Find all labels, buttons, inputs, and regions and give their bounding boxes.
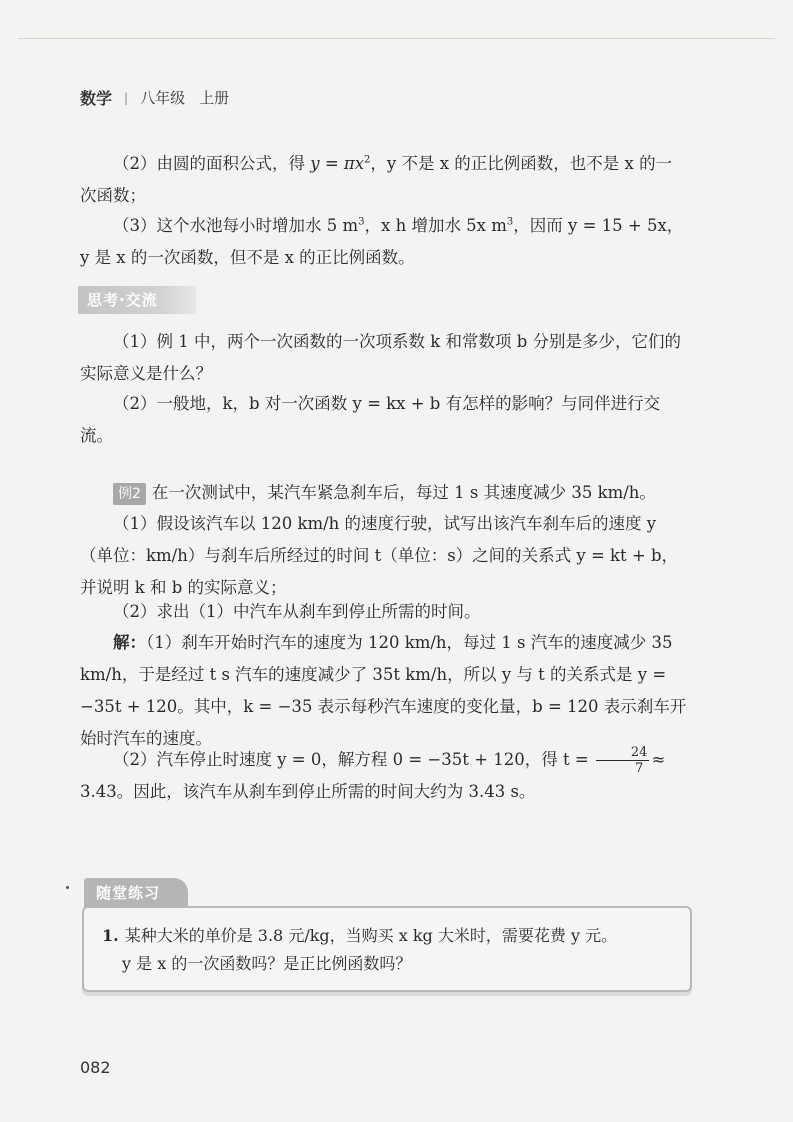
practice-tag: 随堂练习 — [84, 878, 188, 908]
fraction-24-over-7: $\frac{24}{7}$ — [596, 745, 650, 776]
header-volume: 上册 — [199, 89, 230, 107]
example-2-solution-1: 解：（1）刹车开始时汽车的速度为 120 km/h，每过 1 s 汽车的速度减少 35 km/h，于是经过 t s 汽车的速度减少了 35t km/h，所以 y 与 t 的关系式是 y = −35t + 120。其中，k = −35 表示每秒汽车速度的变化量，b = 120 表示刹车开始时汽车的速度。 — [80, 633, 687, 748]
header-separator: | — [124, 90, 129, 105]
example-2-question-2: （2）求出（1）中汽车从刹车到停止所需的时间。 — [113, 602, 481, 621]
header-subject: 数学 — [80, 89, 113, 108]
example-2-question-1: （1）假设该汽车以 120 km/h 的速度行驶，试写出该汽车刹车后的速度 y（单位：km/h）与刹车后所经过的时间 t（单位：s）之间的关系式 y = kt + b，并说明 k 和 b 的实际意义； — [80, 514, 679, 597]
example-2-solution-2: （2）汽车停止时速度 y = 0，解方程 0 = −35t + 120，得 t = $\frac{24}{7}$ ≈ 3.43。因此，该汽车从刹车到停止所需的时间大约为 3.43 s。 — [80, 745, 666, 801]
example-badge: 例2 — [113, 483, 146, 505]
page-header — [80, 86, 229, 109]
page-number: 082 — [80, 1058, 111, 1077]
top-rule — [18, 38, 775, 39]
practice-box — [82, 906, 692, 992]
margin-dot — [66, 886, 69, 889]
practice-question-1: 1. 某种大米的单价是 3.8 元/kg，当购买 x kg 大米时，需要花费 y 元。 y 是 x 的一次函数吗？是正比例函数吗？ — [102, 926, 618, 973]
solution-label: 解： — [113, 633, 146, 652]
solution-part-3: （3）这个水池每小时增加水 5 $m^3$，x h 增加水 5x $m^3$，因而 y = 15 + 5x，y 是 x 的一次函数，但不是 x 的正比例函数。 — [80, 216, 684, 267]
think-discuss-tag: 思考·交流 — [78, 286, 196, 314]
think-question-1: （1）例 1 中，两个一次函数的一次项系数 k 和常数项 b 分别是多少，它们的实际意义是什么？ — [80, 332, 682, 383]
example-2-stem: 例2 在一次测试中，某汽车紧急刹车后，每过 1 s 其速度减少 35 km/h。 — [80, 477, 688, 509]
practice-number: 1. — [102, 926, 119, 945]
think-question-2: （2）一般地，k，b 对一次函数 y = kx + b 有怎样的影响？与同伴进行交流。 — [80, 394, 661, 445]
solution-part-2: （2）由圆的面积公式，得 $y = \pi x^2$，y 不是 x 的正比例函数，也不是 x 的一次函数； — [80, 154, 673, 205]
header-grade: 八年级 — [140, 89, 186, 107]
